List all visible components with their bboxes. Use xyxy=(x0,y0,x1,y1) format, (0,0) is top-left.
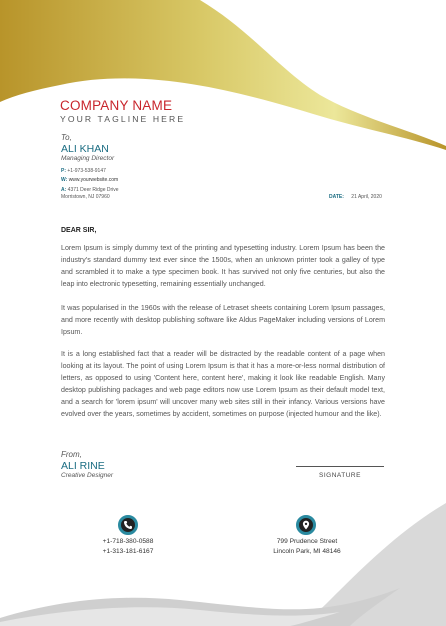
website-label: W: xyxy=(61,177,68,183)
date-value: 21 April, 2020 xyxy=(351,194,382,200)
signature-label: SIGNATURE xyxy=(319,472,361,479)
recipient-title: Managing Director xyxy=(61,155,115,162)
footer-address-line2: Lincoln Park, MI 48146 xyxy=(273,548,341,555)
phone-value: +1-973-538-9147 xyxy=(67,168,106,174)
address-label: A: xyxy=(61,187,67,193)
date-label: DATE: xyxy=(329,194,344,200)
body-paragraph-2: It was popularised in the 1960s with the release of Letraset sheets containing Lorem Ipsum passages, and more recently with desktop publishing software like Aldus PageMaker including versions of Lorem Ipsum. xyxy=(61,304,385,336)
phone-label: P: xyxy=(61,168,66,174)
body-paragraph-1: Lorem Ipsum is simply dummy text of the printing and typesetting industry. Lorem Ipsum has been the industry's standard dummy text ever since the 1500s, when an unknown printer took a galley of type and scrambled it to make a type specimen book. It has survived not only five centuries, but also the leap into electronic typesetting, remaining essentially unchanged. xyxy=(61,244,385,288)
sender-name: ALI RINE xyxy=(61,460,105,472)
footer-phone-2: +1-313-181-6167 xyxy=(102,548,154,555)
sender-title: Creative Designer xyxy=(61,472,114,479)
signature-line xyxy=(296,466,384,467)
from-label: From, xyxy=(61,450,82,459)
date-line xyxy=(329,194,382,200)
recipient-phone xyxy=(61,168,106,174)
to-label: To, xyxy=(61,133,72,142)
location-pin-glyph xyxy=(301,520,311,530)
address-line1: 4371 Deer Ridge Drive xyxy=(67,187,119,193)
body-paragraph-3: It is a long established fact that a reader will be distracted by the readable content of a page when looking at its layout. The point of using Lorem Ipsum is that it has a more-or-less normal distribution of letters, as opposed to using 'Content here, content here', making it look like readable English. Many desktop publishing packages and web page editors now use Lorem Ipsum as their default model text, and a search for 'lorem ipsum' will uncover many web sites still in their infancy. Various versions have evolved over the years, sometimes by accident, sometimes on purpose (injected humour and the like). xyxy=(61,350,385,418)
company-name: COMPANY NAME xyxy=(60,98,173,113)
location-pin-icon xyxy=(296,515,316,535)
phone-icon xyxy=(118,515,138,535)
footer-phone-numbers xyxy=(88,537,168,557)
footer-address-line1: 799 Prudence Street xyxy=(276,538,338,545)
recipient-address-line2: Morristown, NJ 07960 xyxy=(61,194,110,200)
footer-phone-1: +1-718-380-0588 xyxy=(102,538,154,545)
recipient-address-line1 xyxy=(61,187,119,193)
recipient-website xyxy=(61,177,118,183)
footer-address xyxy=(260,537,354,557)
greeting: DEAR SIR, xyxy=(61,227,97,234)
website-value: www.yourwebsite.com xyxy=(68,177,119,183)
phone-glyph xyxy=(123,520,133,530)
recipient-name: ALI KHAN xyxy=(61,143,109,155)
company-tagline: YOUR TAGLINE HERE xyxy=(60,114,186,124)
